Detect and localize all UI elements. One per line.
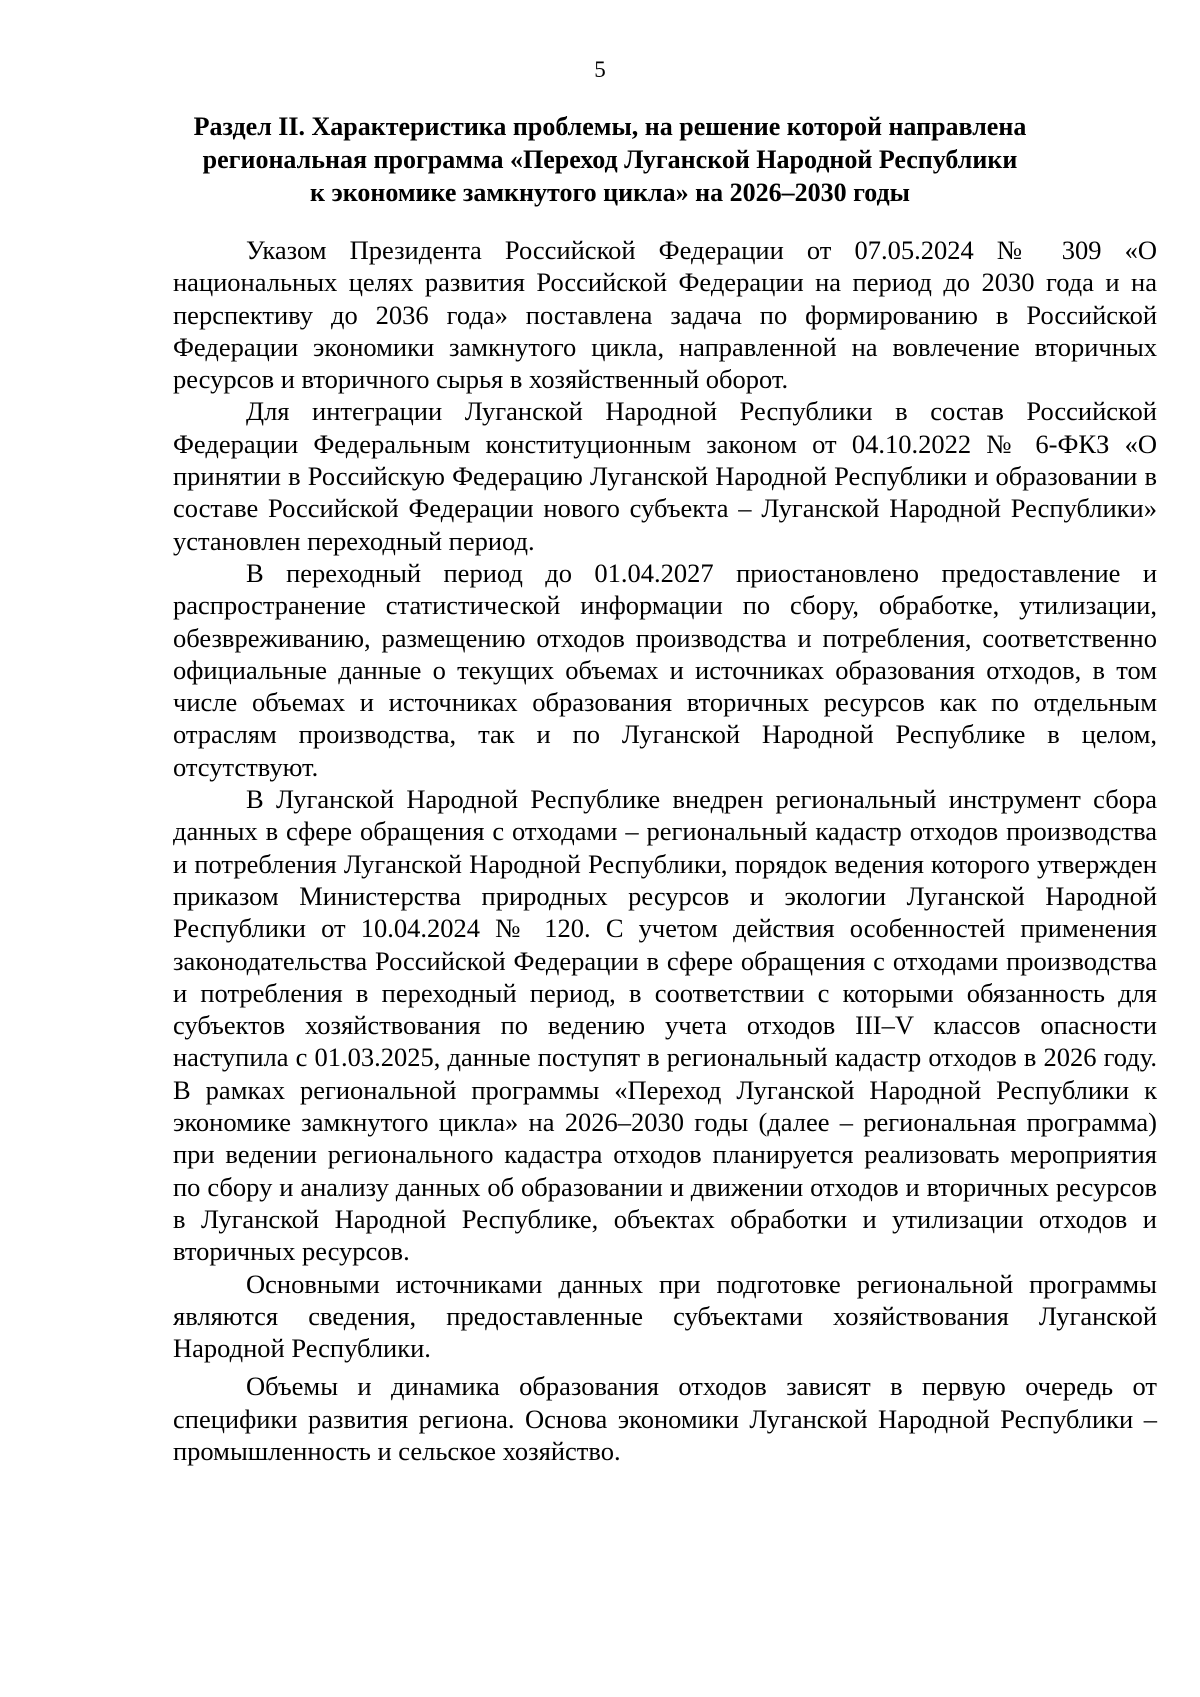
body-text	[173, 234, 1157, 1467]
paragraph: В переходный период до 01.04.2027 приостановлено предоставление и распространение статистической информации по сбору, обработке, утилизации, обезвреживанию, размещению отходов производства и потребления, соответственно официальные данные о текущих объемах и источниках образования отходов, в том числе объемах и источниках образования вторичных ресурсов как по отдельным отраслям производства, так и по Луганской Народной Республике в целом, отсутствуют.	[173, 557, 1157, 782]
section-title-line: Раздел II. Характеристика проблемы, на решение которой направлена	[193, 112, 1027, 141]
section-title-line: региональная программа «Переход Луганской Народной Республики	[202, 145, 1018, 174]
section-title-line: к экономике замкнутого цикла» на 2026–2030 годы	[310, 178, 910, 207]
paragraph: В Луганской Народной Республике внедрен региональный инструмент сбора данных в сфере обращения с отходами – региональный кадастр отходов производства и потребления Луганской Народной Республики, порядок ведения которого утвержден приказом Министерства природных ресурсов и экологии Луганской Народной Республики от 10.04.2024 № 120. С учетом действия особенностей применения законодательства Российской Федерации в сфере обращения с отходами производства и потребления в переходный период, в соответствии с которыми обязанность для субъектов хозяйствования по ведению учета отходов III–V классов опасности наступила с 01.03.2025, данные поступят в региональный кадастр отходов в 2026 году. В рамках региональной программы «Переход Луганской Народной Республики к экономике замкнутого цикла» на 2026–2030 годы (далее – региональная программа) при ведении регионального кадастра отходов планируется реализовать мероприятия по сбору и анализу данных об образовании и движении отходов и вторичных ресурсов в Луганской Народной Республике, объектах обработки и утилизации отходов и вторичных ресурсов.	[173, 784, 1157, 1267]
section-title	[160, 110, 1060, 209]
page-number: 5	[594, 57, 606, 82]
paragraph: Объемы и динамика образования отходов зависят в первую очередь от специфики развития региона. Основа экономики Луганской Народной Республики – промышленность и сельское хозяйство.	[173, 1371, 1157, 1466]
paragraph: Для интеграции Луганской Народной Республики в состав Российской Федерации Федеральным конституционным законом от 04.10.2022 № 6-ФКЗ «О принятии в Российскую Федерацию Луганской Народной Республики и образовании в составе Российской Федерации нового субъекта – Луганской Народной Республики» установлен переходный период.	[173, 396, 1157, 556]
paragraph: Основными источниками данных при подготовке региональной программы являются сведения, предоставленные субъектами хозяйствования Луганской Народной Республики.	[173, 1268, 1157, 1364]
paragraph: Указом Президента Российской Федерации от 07.05.2024 № 309 «О национальных целях развития Российской Федерации на период до 2030 года и на перспективу до 2036 года» поставлена задача по формированию в Российской Федерации экономики замкнутого цикла, направленной на вовлечение вторичных ресурсов и вторичного сырья в хозяйственный оборот.	[173, 235, 1157, 395]
